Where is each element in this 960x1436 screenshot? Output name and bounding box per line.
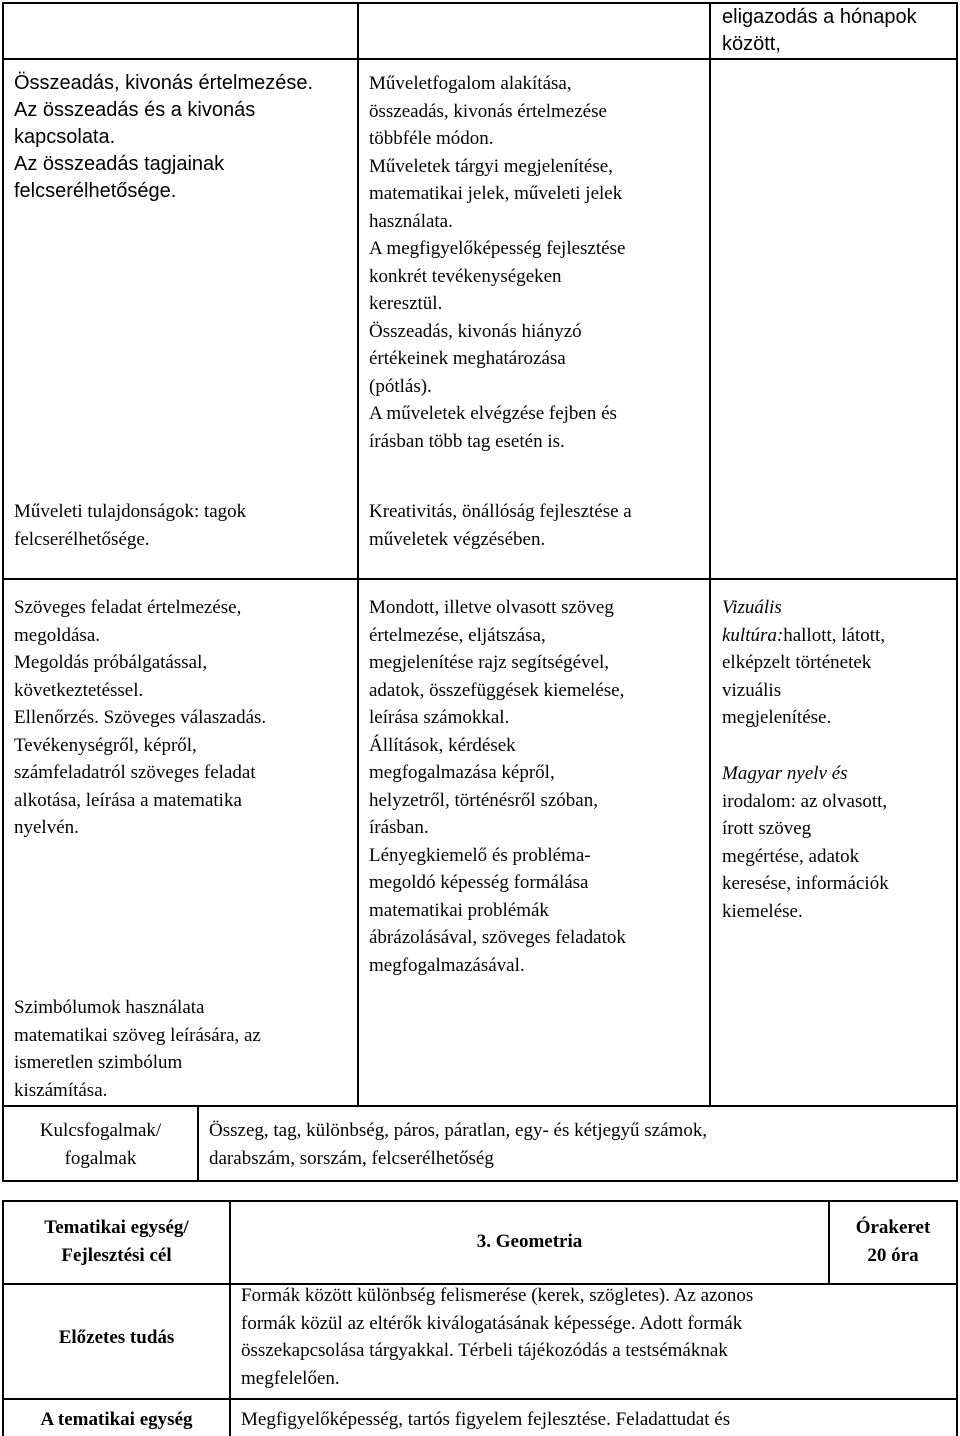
text-line: alkotása, leírása a matematika <box>14 789 242 811</box>
text-line: elképzelt történetek <box>722 652 872 673</box>
key-concepts-text <box>209 1117 707 1172</box>
text-line: megfelelően. <box>241 1367 340 1389</box>
table-border-bottom <box>2 1180 957 1182</box>
text-line: megoldó képesség formálása <box>369 872 589 893</box>
text-line: megértése, adatok <box>722 845 860 867</box>
text-line <box>722 594 885 622</box>
text-line: vizuális <box>722 679 782 701</box>
table-border-right <box>956 1200 958 1436</box>
text-line: Formák között különbség felismerése (kerek, szögletes). Az azonos <box>241 1285 754 1306</box>
text-line: értékeinek meghatározása <box>369 348 566 369</box>
text-line: írásban. <box>369 817 429 838</box>
text-line: használata. <box>369 210 453 232</box>
text-line: műveletek végzésében. <box>369 528 546 550</box>
text-line: (pótlás). <box>369 375 432 397</box>
text-line: megoldása. <box>14 624 101 646</box>
row-divider <box>2 1105 957 1107</box>
text-line <box>722 622 885 650</box>
connection-cell <box>722 760 889 925</box>
text-line: adatok, összefüggések kiemelése, <box>369 679 625 701</box>
text-line: Kreativitás, önállóság fejlesztése a <box>369 501 632 522</box>
hours-cell <box>830 1214 956 1269</box>
text-line: Műveletek tárgyi megjelenítése, <box>369 155 613 177</box>
text-line: Összeadás, kivonás értelmezése. <box>14 72 314 94</box>
text-line: Tematikai egység/ <box>44 1217 189 1238</box>
text-line: Tevékenységről, képről, <box>14 734 197 756</box>
row-divider <box>2 1398 957 1400</box>
table-border-left <box>2 2 4 1182</box>
text-line: A megfigyelőképesség fejlesztése <box>369 238 626 259</box>
text-line: formák közül az eltérők kiválogatásának képessége. Adott formák <box>241 1312 743 1334</box>
text-fragment: hallott, látott, <box>783 624 886 646</box>
text-line: Összeg, tag, különbség, páros, páratlan, egy- és kétjegyű számok, <box>209 1120 708 1141</box>
activity-cell <box>369 594 626 979</box>
row-divider <box>2 578 957 580</box>
text-line: következtetéssel. <box>14 679 144 701</box>
text-line: megfogalmazása képről, <box>369 762 555 783</box>
text-line: keresése, információk <box>722 873 889 894</box>
text-line: darabszám, sorszám, felcserélhetőség <box>209 1147 494 1169</box>
text-line: ismeretlen szimbólum <box>14 1052 183 1073</box>
text-line: számfeladatról szöveges feladat <box>14 762 256 783</box>
column-divider <box>197 1105 199 1181</box>
text-line: összeadás, kivonás értelmezése <box>369 100 607 122</box>
text-line: fogalmak <box>64 1147 137 1169</box>
text-line: Lényegkiemelő és probléma- <box>369 844 591 866</box>
text-line: megjelenítése rajz segítségével, <box>369 652 610 673</box>
topic-cell <box>14 70 313 205</box>
text-line: Szöveges feladat értelmezése, <box>14 597 242 618</box>
text-line: felcserélhetősége. <box>14 528 150 550</box>
topic-cell <box>14 498 246 553</box>
text-line: felcserélhetősége. <box>14 180 177 202</box>
text-line: A műveletek elvégzése fejben és <box>369 403 617 424</box>
activity-cell <box>369 498 632 553</box>
unit-title <box>231 1228 828 1256</box>
topic-cell <box>14 594 266 842</box>
unit-goal-label <box>4 1406 229 1434</box>
text-line: kiemelése. <box>722 900 803 922</box>
text-line: matematikai jelek, műveleti jelek <box>369 183 623 204</box>
text-line: Műveleti tulajdonságok: tagok <box>14 501 247 522</box>
hours-value: 20 óra <box>867 1244 919 1266</box>
text-line: konkrét tevékenységeken <box>369 265 562 287</box>
text-line: nyelvén. <box>14 817 79 838</box>
text-line: kapcsolata. <box>14 126 116 148</box>
text-line: Az összeadás és a kivonás <box>14 99 256 121</box>
text-line: A tematikai egység <box>40 1409 193 1430</box>
prior-knowledge-label <box>4 1324 229 1352</box>
text-line: Megoldás próbálgatással, <box>14 652 208 673</box>
text-line: megfogalmazásával. <box>369 954 525 976</box>
text-line <box>722 760 889 788</box>
text-line: irodalom: az olvasott, <box>722 790 888 812</box>
topic-cell <box>14 994 261 1104</box>
subject-name: Magyar nyelv és <box>722 763 848 784</box>
connection-cell <box>722 594 885 732</box>
text-line: írott szöveg <box>722 818 812 839</box>
text-line: Műveletfogalom alakítása, <box>369 73 572 94</box>
subject-name: kultúra: <box>722 624 784 646</box>
text-line: Megfigyelőképesség, tartós figyelem fejlesztése. Feladattudat és <box>241 1409 731 1430</box>
unit-label <box>4 1214 229 1269</box>
text-line: Összeadás, kivonás hiányzó <box>369 320 582 342</box>
text-line: Mondott, illetve olvasott szöveg <box>369 597 614 618</box>
text-line: Előzetes tudás <box>58 1327 175 1348</box>
text-line: értelmezése, eljátszása, <box>369 624 546 646</box>
text-line: matematikai problémák <box>369 899 549 921</box>
hours-label: Órakeret <box>855 1217 931 1238</box>
table-border-right <box>956 2 958 1182</box>
text-line: 3. Geometria <box>476 1231 583 1252</box>
text-line: eligazodás a hónapok <box>722 6 917 28</box>
column-divider <box>709 2 711 1106</box>
prior-knowledge-text <box>241 1282 753 1392</box>
text-line: összekapcsolása tárgyakkal. Térbeli tájékozódás a testsémáknak <box>241 1340 728 1361</box>
row-divider <box>2 58 957 60</box>
text-line: ábrázolásával, szöveges feladatok <box>369 927 626 948</box>
unit-goal-text <box>241 1406 730 1434</box>
text-line: Kulcsfogalmak/ <box>39 1120 162 1141</box>
text-line: helyzetről, történésről szóban, <box>369 789 598 811</box>
cell-text <box>722 4 917 58</box>
text-line: kiszámítása. <box>14 1079 108 1101</box>
text-line: Állítások, kérdések <box>369 734 516 756</box>
text-line: között, <box>722 33 781 55</box>
column-divider <box>357 2 359 1106</box>
key-concepts-label <box>4 1117 197 1172</box>
text-line: keresztül. <box>369 293 443 314</box>
activity-cell <box>369 70 625 455</box>
subject-name: Vizuális <box>722 597 782 618</box>
table-border-top <box>2 1200 957 1202</box>
text-line: írásban több tag esetén is. <box>369 430 565 452</box>
text-line: leírása számokkal. <box>369 707 510 728</box>
text-line: többféle módon. <box>369 128 494 149</box>
text-line: Szimbólumok használata <box>14 997 205 1018</box>
text-line: Az összeadás tagjainak <box>14 153 225 175</box>
text-line: matematikai szöveg leírására, az <box>14 1024 261 1046</box>
text-line: Ellenőrzés. Szöveges válaszadás. <box>14 707 267 728</box>
text-line: megjelenítése. <box>722 707 832 728</box>
text-line: Fejlesztési cél <box>61 1244 172 1266</box>
